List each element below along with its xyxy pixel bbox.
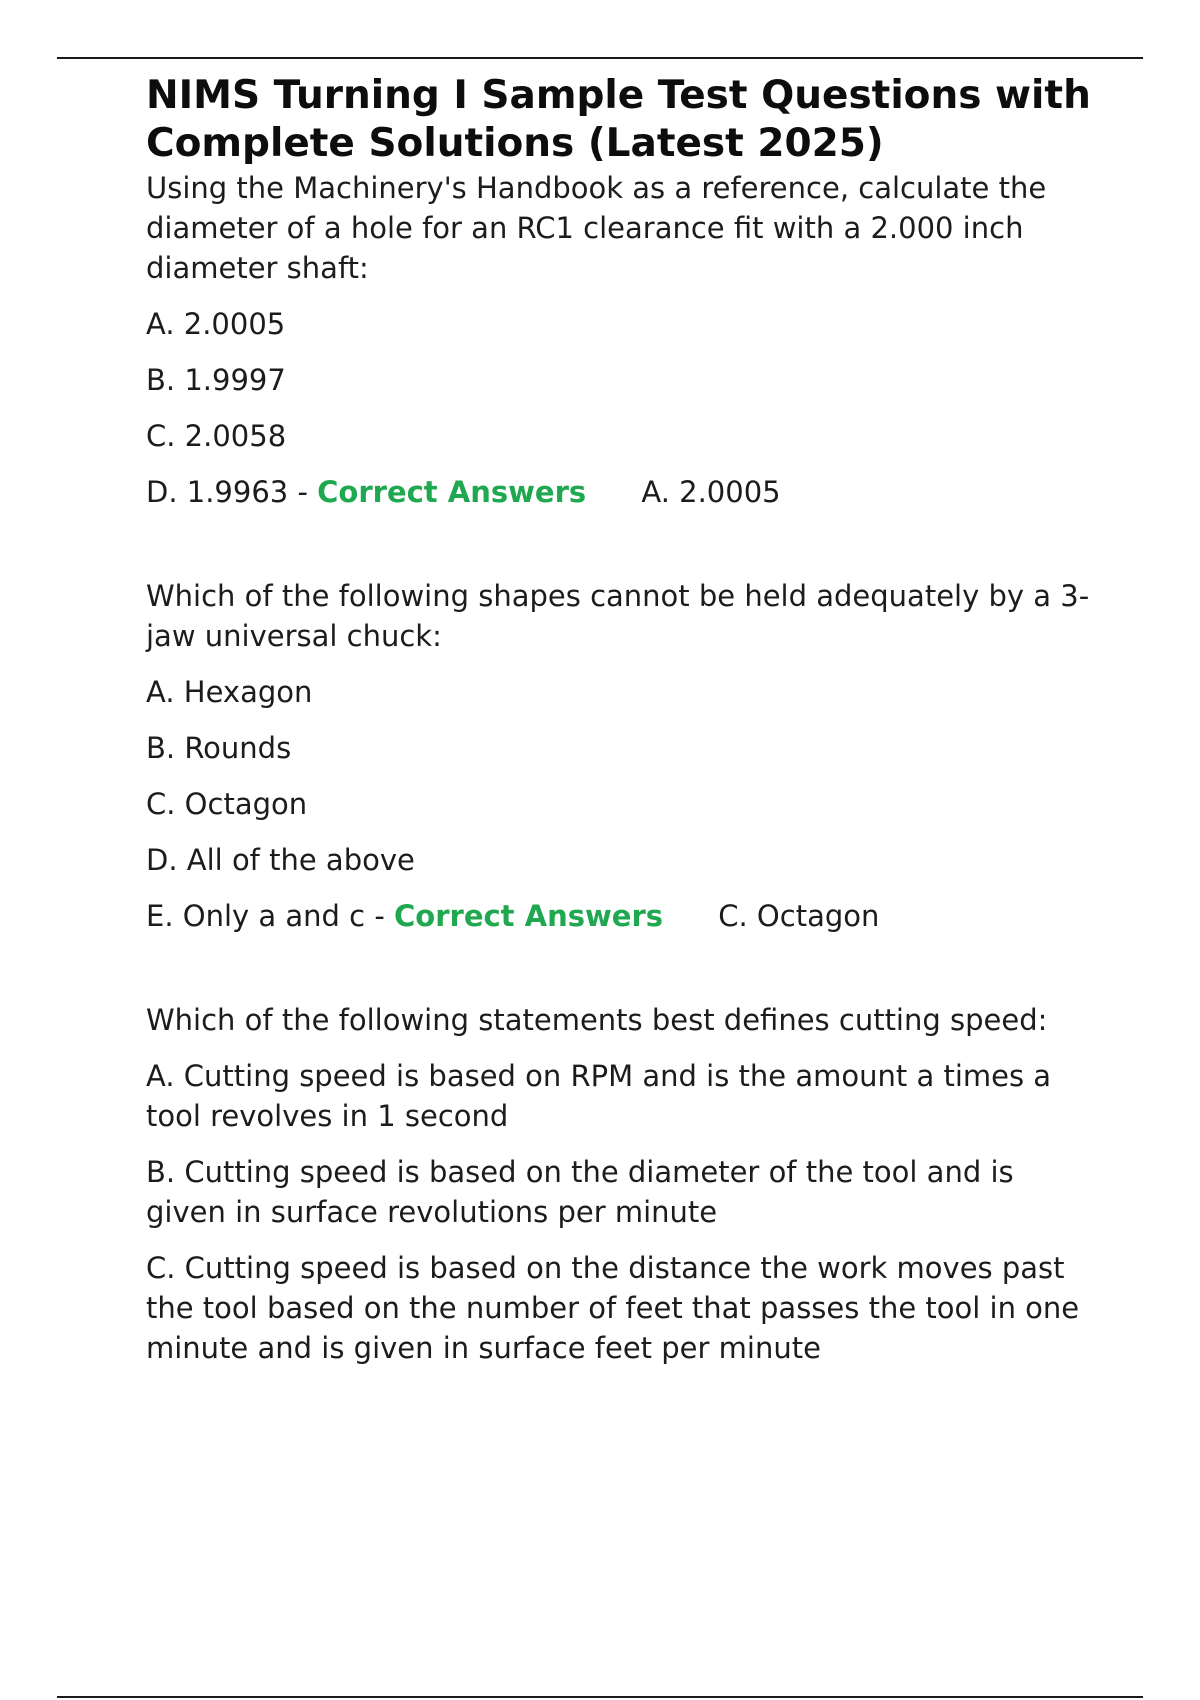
option-item: A. 2.0005 xyxy=(146,307,286,341)
question-text: Which of the following statements best defines cutting speed: xyxy=(146,1003,1048,1037)
question-text: Using the Machinery's Handbook as a reference, calculate the diameter of a hole for an RC1 clearance fit with a 2.000 inch diameter shaft: xyxy=(146,171,1047,285)
option-item: E. Only a and c - xyxy=(146,899,385,933)
answer-value: A. 2.0005 xyxy=(641,475,781,509)
option-item: B. Rounds xyxy=(146,731,292,765)
top-rule xyxy=(57,57,1143,59)
document-title: NIMS Turning I Sample Test Questions with Complete Solutions (Latest 2025) xyxy=(146,73,1091,166)
option-item: C. Cutting speed is based on the distance the work moves past the tool based on the number of feet that passes the tool in one minute and is given in surface feet per minute xyxy=(146,1251,1080,1365)
option-item: B. 1.9997 xyxy=(146,363,286,397)
option-item: B. Cutting speed is based on the diameter of the tool and is given in surface revolutions per minute xyxy=(146,1155,1014,1229)
option-with-answer xyxy=(146,896,1096,936)
answer-value: C. Octagon xyxy=(718,899,880,933)
option-item: A. Cutting speed is based on RPM and is the amount a times a tool revolves in 1 second xyxy=(146,1059,1052,1133)
question-2 xyxy=(146,576,1096,936)
correct-answers-label: Correct Answers xyxy=(394,899,664,933)
question-text: Which of the following shapes cannot be held adequately by a 3-jaw universal chuck: xyxy=(146,579,1090,653)
option-item: C. Octagon xyxy=(146,787,308,821)
question-1 xyxy=(146,168,1096,512)
option-item: A. Hexagon xyxy=(146,675,313,709)
bottom-rule xyxy=(57,1696,1143,1698)
option-with-answer xyxy=(146,472,1096,512)
option-item: D. All of the above xyxy=(146,843,415,877)
option-item: D. 1.9963 - xyxy=(146,475,308,509)
option-item: C. 2.0058 xyxy=(146,419,287,453)
correct-answers-label: Correct Answers xyxy=(317,475,587,509)
question-3 xyxy=(146,1000,1096,1368)
document-body xyxy=(146,72,1096,1368)
